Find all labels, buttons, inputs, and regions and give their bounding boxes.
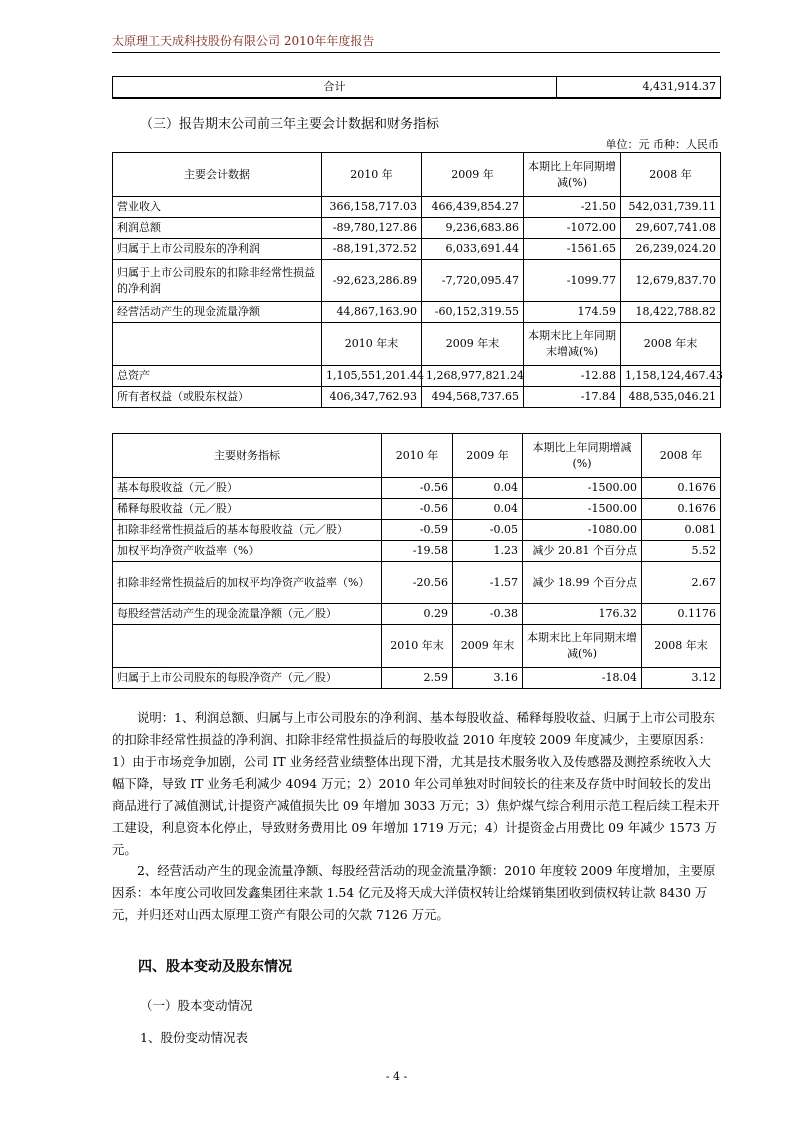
table-cell: 2.59: [382, 668, 453, 689]
table-row: [113, 387, 721, 408]
table-cell: 2009 年末: [422, 323, 524, 366]
table-cell: 归属于上市公司股东的每股净资产（元／股）: [113, 668, 382, 689]
table-cell: 2008 年: [621, 153, 721, 197]
table-cell: 扣除非经常性损益后的加权平均净资产收益率（%）: [113, 562, 382, 604]
table-cell: 2008 年末: [621, 323, 721, 366]
page-header: [112, 30, 720, 53]
table-header: [113, 153, 721, 197]
table-cell: 1.23: [453, 541, 523, 562]
table-cell: 2010 年: [382, 434, 453, 478]
unit-label: 单位：元 币种：人民币: [605, 138, 719, 151]
table-cell: 0.1176: [642, 604, 721, 625]
table-cell: 2009 年: [422, 153, 524, 197]
table-cell: 减少 18.99 个百分点: [523, 562, 642, 604]
table-cell: 2.67: [642, 562, 721, 604]
table-cell: 经营活动产生的现金流量净额: [113, 302, 322, 323]
subsection-heading-2: 1、股份变动情况表: [140, 1030, 248, 1045]
table-cell: 营业收入: [113, 197, 322, 218]
table-cell: 本期末比上年同期末增减(%): [524, 323, 621, 366]
table-cell: 18,422,788.82: [621, 302, 721, 323]
table-row: [113, 366, 721, 387]
table-cell: 3.12: [642, 668, 721, 689]
table-cell: [113, 323, 322, 366]
table-cell: 1,105,551,201.44: [322, 366, 422, 387]
table-cell: 本期比上年同期增减(%): [523, 434, 642, 478]
table-cell: 174.59: [524, 302, 621, 323]
table-cell: -1072.00: [524, 218, 621, 239]
table-cell: -19.58: [382, 541, 453, 562]
table-row: [113, 499, 721, 520]
table-row: [113, 668, 721, 689]
table-cell: -0.56: [382, 478, 453, 499]
section-heading: 四、股本变动及股东情况: [138, 959, 292, 975]
table-cell: 5.52: [642, 541, 721, 562]
table-cell: 3.16: [453, 668, 523, 689]
table-cell: -1080.00: [523, 520, 642, 541]
table-header: [113, 625, 721, 668]
section-title: （三）报告期末公司前三年主要会计数据和财务指标: [140, 117, 440, 132]
table-header: [113, 434, 721, 478]
table-cell: -1.57: [453, 562, 523, 604]
table-cell: 归属于上市公司股东的净利润: [113, 239, 322, 260]
table-cell: -1561.65: [524, 239, 621, 260]
table-cell: -1099.77: [524, 260, 621, 302]
table-cell: 2008 年: [642, 434, 721, 478]
table-cell: 542,031,739.11: [621, 197, 721, 218]
table-cell: 488,535,046.21: [621, 387, 721, 408]
table-cell: 本期末比上年同期末增减(%): [523, 625, 642, 668]
table-row: [113, 197, 721, 218]
total-table: [112, 76, 721, 99]
table-cell: 稀释每股收益（元／股）: [113, 499, 382, 520]
table-cell: -1500.00: [523, 499, 642, 520]
table-cell: -0.38: [453, 604, 523, 625]
note-paragraph-1: 说明：1、利润总额、归属与上市公司股东的净利润、基本每股收益、稀释每股收益、归属于上市公司股东的扣除非经常性损益的净利润、扣除非经常性损益后的每股收益 2010 年度较 2009 年度减少，主要原因系：1）由于市场竞争加剧，公司 IT 业务经营业绩整体出现下滑，尤其是技术服务收入及传感器及测控系统收入大幅下降，导致 IT 业务毛利减少 4094 万元；2）2010 年公司单独对时间较长的往来及存货中时间较长的发出商品进行了减值测试,计提资产减值损失比 09 年增加 3033 万元；3）焦炉煤气综合利用示范工程后续工程未开工建设，利息资本化停止，导致财务费用比 09 年增加 1719 万元；4）计提资金占用费比 09 年减少 1573 万元。: [112, 710, 720, 857]
table-cell: 主要财务指标: [113, 434, 382, 478]
table-cell: -1500.00: [523, 478, 642, 499]
financial-indicators-table: [112, 433, 721, 689]
table-cell: 每股经营活动产生的现金流量净额（元／股）: [113, 604, 382, 625]
table-cell: 0.1676: [642, 478, 721, 499]
table-cell: 29,607,741.08: [621, 218, 721, 239]
note-paragraph-2: 2、经营活动产生的现金流量净额、每股经营活动的现金流量净额：2010 年度较 2009 年度增加，主要原因系：本年度公司收回发鑫集团往来款 1.54 亿元及将天成大洋债权转让给煤销集团收到债权转让款 8430 万元，并归还对山西太原理工资产有限公司的欠款 7126 万元。: [112, 863, 716, 922]
table-cell: -7,720,095.47: [422, 260, 524, 302]
subsection-heading: （一）股本变动情况: [140, 998, 253, 1013]
table-cell: 2010 年: [322, 153, 422, 197]
table-cell: 406,347,762.93: [322, 387, 422, 408]
table-cell: 加权平均净资产收益率（%）: [113, 541, 382, 562]
table-cell: [113, 625, 382, 668]
table-row: [113, 604, 721, 625]
table-cell: 0.29: [382, 604, 453, 625]
table-cell: 44,867,163.90: [322, 302, 422, 323]
table-cell: -0.59: [382, 520, 453, 541]
table-cell: 26,239,024.20: [621, 239, 721, 260]
table-row: [113, 520, 721, 541]
table-cell: 9,236,683.86: [422, 218, 524, 239]
table-cell: 所有者权益（或股东权益）: [113, 387, 322, 408]
table-cell: 0.081: [642, 520, 721, 541]
table-cell: -0.05: [453, 520, 523, 541]
table-cell: 基本每股收益（元／股）: [113, 478, 382, 499]
table-cell: 2009 年: [453, 434, 523, 478]
table-cell: 主要会计数据: [113, 153, 322, 197]
table-cell: 扣除非经常性损益后的基本每股收益（元／股）: [113, 520, 382, 541]
accounting-data-table: [112, 152, 721, 408]
table-cell: -20.56: [382, 562, 453, 604]
table-cell: 0.04: [453, 499, 523, 520]
table-cell: 归属于上市公司股东的扣除非经常性损益的净利润: [113, 260, 322, 302]
table-cell: 0.1676: [642, 499, 721, 520]
table-cell: 减少 20.81 个百分点: [523, 541, 642, 562]
page-number: - 4 -: [385, 1070, 408, 1083]
table-row: [113, 260, 721, 302]
table-row: [113, 541, 721, 562]
table-cell: 494,568,737.65: [422, 387, 524, 408]
table-row: [113, 218, 721, 239]
table-cell: -17.84: [524, 387, 621, 408]
header-title: 太原理工天成科技股份有限公司 2010年年度报告: [112, 34, 375, 48]
table-cell: 利润总额: [113, 218, 322, 239]
table-cell: 本期比上年同期增减(%): [524, 153, 621, 197]
table-cell: 2010 年末: [322, 323, 422, 366]
table-cell: 2008 年末: [642, 625, 721, 668]
table-cell: 366,158,717.03: [322, 197, 422, 218]
table-cell: -0.56: [382, 499, 453, 520]
table-row: [113, 302, 721, 323]
table-cell: 2010 年末: [382, 625, 453, 668]
total-label: 合计: [113, 77, 557, 99]
table-cell: -88,191,372.52: [322, 239, 422, 260]
table-row: [113, 562, 721, 604]
table-cell: 466,439,854.27: [422, 197, 524, 218]
table-cell: 2009 年末: [453, 625, 523, 668]
table-cell: -92,623,286.89: [322, 260, 422, 302]
table-cell: 6,033,691.44: [422, 239, 524, 260]
table-header: [113, 323, 721, 366]
table-row: [113, 239, 721, 260]
table-cell: -12.88: [524, 366, 621, 387]
table-cell: 0.04: [453, 478, 523, 499]
table-cell: 176.32: [523, 604, 642, 625]
table-cell: -18.04: [523, 668, 642, 689]
table-cell: -89,780,127.86: [322, 218, 422, 239]
table-row: [113, 478, 721, 499]
total-value: 4,431,914.37: [557, 77, 721, 99]
table-cell: 12,679,837.70: [621, 260, 721, 302]
table-cell: 总资产: [113, 366, 322, 387]
table-cell: -21.50: [524, 197, 621, 218]
table-row: [113, 77, 721, 99]
table-cell: -60,152,319.55: [422, 302, 524, 323]
table-cell: 1,158,124,467.43: [621, 366, 721, 387]
table-cell: 1,268,977,821.24: [422, 366, 524, 387]
